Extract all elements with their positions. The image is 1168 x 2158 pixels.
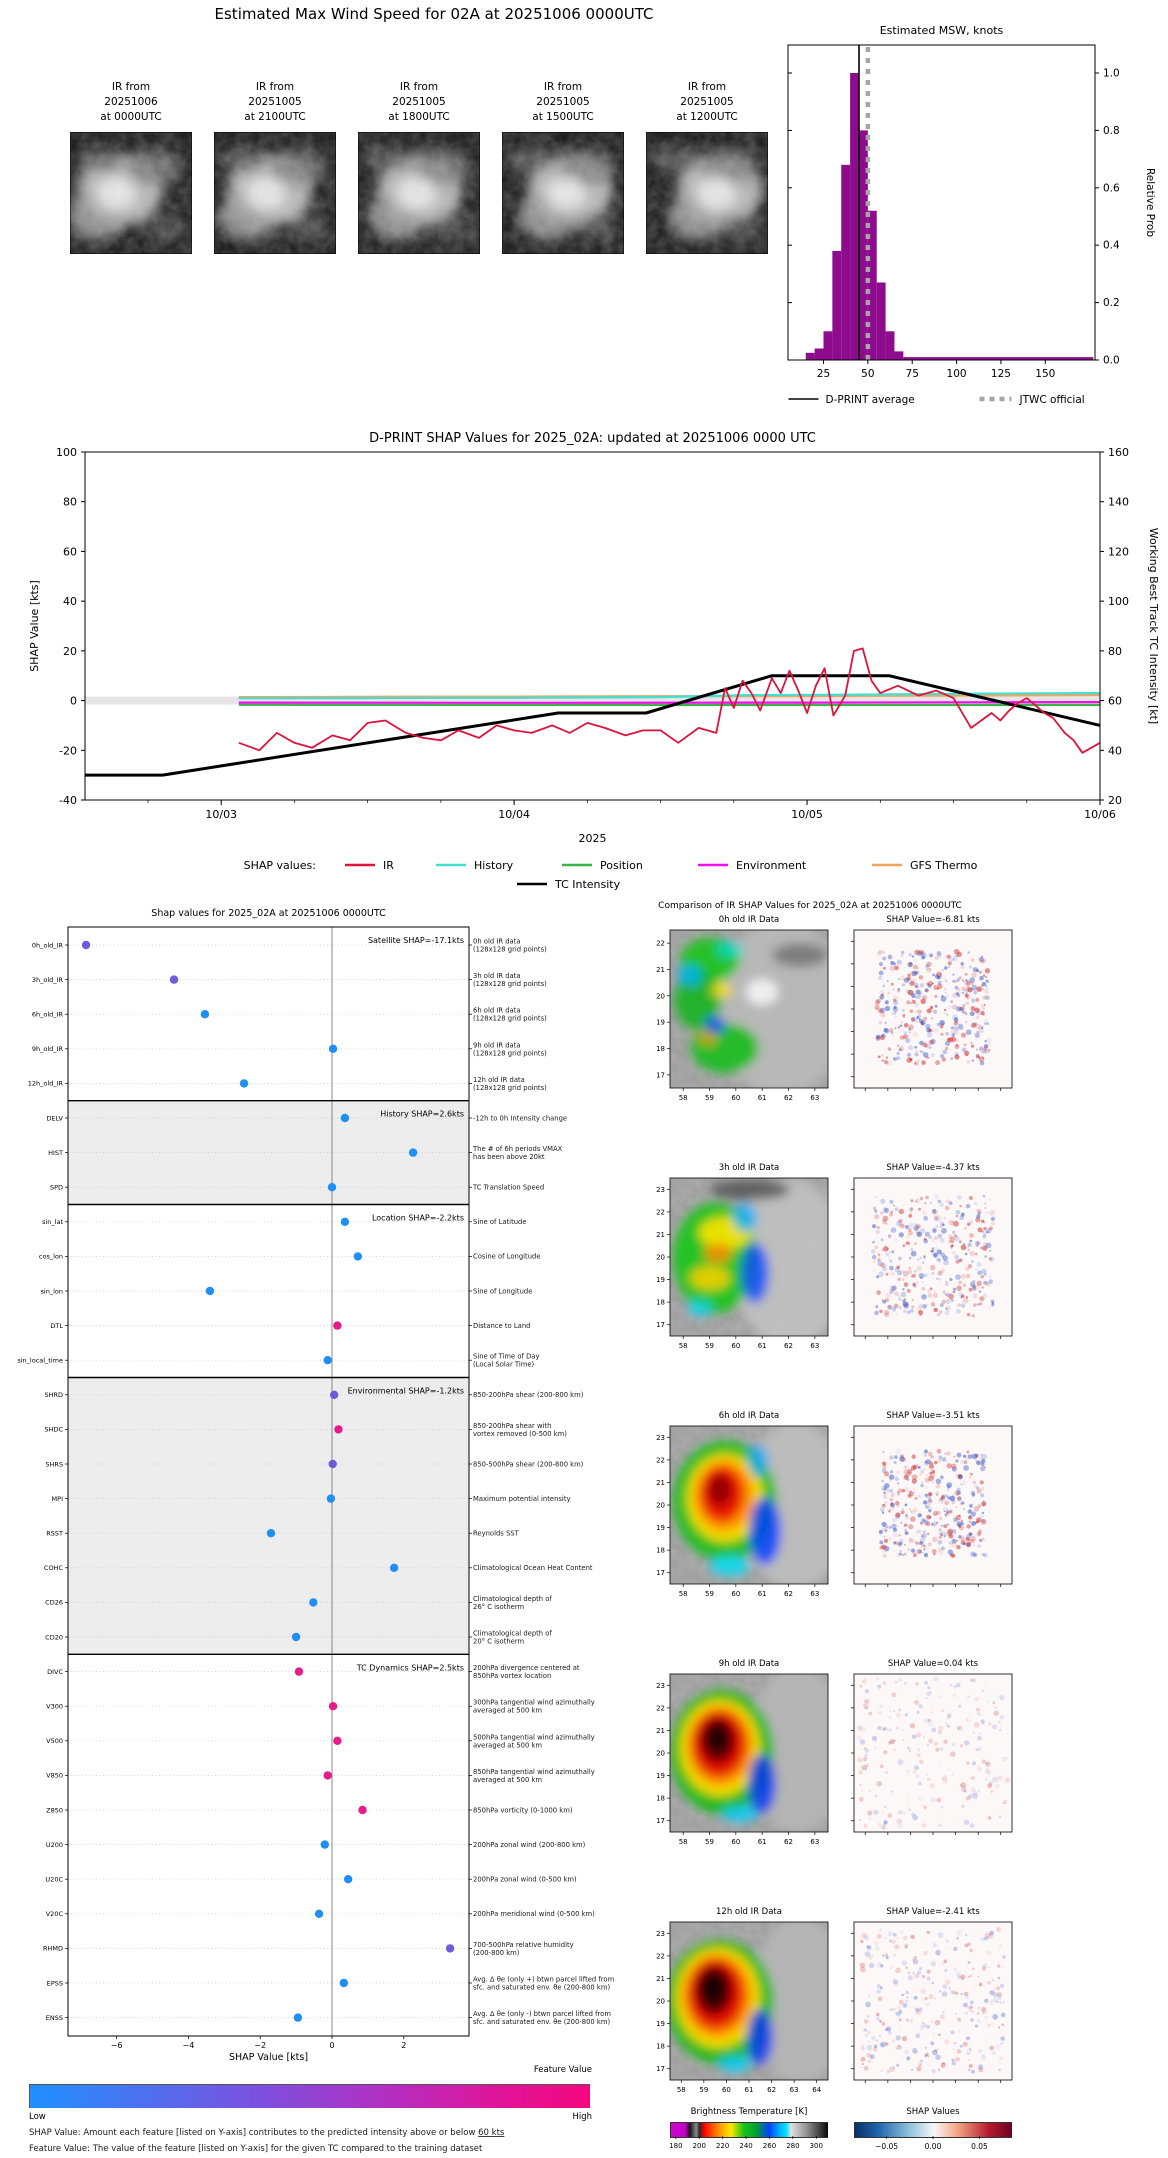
tick-label: 22 (656, 1952, 665, 1961)
feature-colorbar-title: Feature Value (533, 2065, 592, 2075)
ir-thumbnail-label: IR from 20251005 at 1500UTC (532, 81, 594, 123)
tick-label: 63 (810, 1342, 820, 1350)
tick-label: 1.0 (1103, 67, 1120, 80)
tick-label: 0.00 (924, 2142, 942, 2151)
feature-description: 12h old IR data (473, 1075, 525, 1084)
tick-label: 20 (656, 1749, 665, 1758)
feature-description: (128x128 grid points) (473, 1014, 547, 1023)
feature-description: (200-800 km) (473, 1948, 520, 1957)
feature-description: Avg. Δ θe (only -) btwn parcel lifted from (473, 2010, 611, 2019)
feature-description: vortex removed (0-500 km) (473, 1429, 567, 1438)
tick-label: 62 (767, 2086, 777, 2094)
tick-label: 200 (692, 2142, 706, 2150)
feature-description: (128x128 grid points) (473, 1083, 547, 1092)
feature-description: Climatological depth of (473, 1594, 552, 1603)
timeseries-ylabel-right: Working Best Track TC Intensity [kt] (1147, 527, 1160, 725)
feature-label: CD20 (45, 1633, 63, 1642)
shap-map-title: SHAP Value=0.04 kts (887, 1659, 979, 1669)
tick-label: 80 (1108, 644, 1122, 658)
ir-data-map (670, 1422, 849, 1590)
tick-label: 140 (1108, 495, 1129, 509)
tick-label: 19 (656, 1524, 665, 1533)
tick-label: 18 (656, 1546, 665, 1555)
feature-label: MPI (51, 1494, 63, 1503)
tick-label: 22 (656, 939, 665, 948)
shap-map-title: SHAP Value=-4.37 kts (886, 1163, 980, 1173)
tick-label: 10/06 (1084, 808, 1116, 821)
shap-colorbar-title: SHAP Values (906, 2107, 960, 2117)
tick-label: 260 (762, 2142, 777, 2150)
ir-data-map (670, 1665, 848, 1833)
ir-thumbnail-label: IR from 20251005 at 1800UTC (388, 81, 450, 123)
feature-description: averaged at 500 km (473, 1741, 542, 1750)
feature-label: DIVC (47, 1667, 63, 1676)
tick-label: 100 (56, 446, 77, 459)
feature-description: (128x128 grid points) (473, 945, 547, 954)
feature-description: Sine of Longitude (473, 1287, 533, 1296)
feature-description: averaged at 500 km (473, 1775, 542, 1784)
feature-label: V850 (46, 1771, 63, 1780)
ir-map-title: 0h old IR Data (718, 915, 780, 925)
tick-label: 22 (656, 1456, 665, 1465)
tick-label: 20 (656, 1253, 665, 1262)
tick-label: 63 (810, 1838, 820, 1846)
tick-label: 19 (656, 1018, 665, 1027)
bt-colorbar-title: Brightness Temperature [K] (690, 2107, 808, 2117)
legend-environment: Environment (736, 859, 807, 872)
feature-description: Avg. Δ θe (only +) btwn parcel lifted from (473, 1975, 615, 1984)
tick-label: 60 (721, 2086, 731, 2094)
tick-label: −6 (110, 2041, 123, 2050)
tick-label: 18 (656, 1794, 665, 1803)
ir-data-map (670, 920, 848, 1096)
feature-label: ENSS (45, 2013, 63, 2022)
tick-label: 80 (63, 495, 77, 509)
tick-label: 23 (656, 1681, 665, 1690)
tick-label: 60 (63, 545, 77, 559)
section-shap-annotation: Environmental SHAP=-1.2kts (347, 1386, 464, 1396)
legend-dprint-average: D-PRINT average (825, 394, 915, 406)
feature-description: Climatological depth of (473, 1629, 552, 1638)
tick-label: 64 (812, 2086, 822, 2094)
feature-description: 20° C isotherm (473, 1637, 525, 1646)
tick-label: 63 (810, 1590, 820, 1598)
tick-label: 18 (656, 1298, 665, 1307)
tick-label: 240 (739, 2142, 753, 2150)
legend-jtwc-official: JTWC official (1019, 394, 1085, 406)
tick-label: 18 (656, 2042, 665, 2051)
tick-label: 22 (656, 1704, 665, 1713)
feature-label: SHRD (44, 1391, 63, 1400)
tick-label: 0 (329, 2041, 335, 2050)
feature-description: 200hPa meridional wind (0-500 km) (473, 1910, 595, 1919)
feature-label: RHMD (42, 1944, 63, 1953)
feature-description: 200hPa zonal wind (0-500 km) (473, 1875, 577, 1884)
tick-label: 125 (990, 368, 1011, 380)
feature-label: sin_lon (40, 1287, 63, 1296)
tick-label: 60 (731, 1094, 741, 1102)
feature-description: 850hPa vortex location (473, 1672, 552, 1681)
feature-label: SHRS (45, 1460, 63, 1469)
feature-description: 850-500hPa shear (200-800 km) (473, 1460, 584, 1469)
tick-label: 22 (656, 1208, 665, 1217)
tick-label: 160 (1108, 446, 1129, 459)
tick-label: 20 (656, 992, 665, 1001)
tick-label: −2 (254, 2041, 267, 2050)
comparison-heading: Comparison of IR SHAP Values for 2025_02A at 20251006 0000UTC (658, 901, 962, 911)
tick-label: 40 (63, 595, 77, 609)
tick-label: 300 (809, 2142, 823, 2150)
feature-label: V500 (46, 1737, 63, 1746)
feature-description: -12h to 0h Intensity change (473, 1114, 568, 1123)
shap-map-title: SHAP Value=-3.51 kts (886, 1411, 980, 1421)
feature-description: (Local Solar Time) (473, 1360, 535, 1369)
tick-label: 20 (656, 1501, 665, 1510)
tick-label: 59 (705, 1838, 714, 1846)
section-shap-annotation: TC Dynamics SHAP=2.5kts (356, 1663, 464, 1673)
tick-label: 0.0 (1103, 354, 1120, 367)
ir-map-title: 9h old IR Data (718, 1659, 780, 1669)
feature-label: 9h_old_IR (31, 1045, 63, 1054)
feature-description: 850-200hPa shear with (473, 1421, 552, 1430)
tick-label: 21 (656, 1230, 665, 1239)
tick-label: 21 (656, 1478, 665, 1487)
shap-value-map (854, 1178, 1012, 1336)
tick-label: 100 (1108, 595, 1129, 609)
feature-label: RSST (46, 1529, 63, 1538)
feature-description: Sine of Time of Day (473, 1352, 540, 1361)
legend-title: SHAP values: (243, 859, 316, 872)
feature-description: Maximum potential intensity (473, 1494, 571, 1503)
page-title: Estimated Max Wind Speed for 02A at 20251006 0000UTC (214, 5, 654, 23)
tick-label: 17 (656, 1071, 665, 1080)
ir-thumbnail-label: IR from 20251006 at 0000UTC (100, 81, 162, 123)
shap-value-map (854, 930, 1012, 1088)
feature-description: 200hPa divergence centered at (473, 1664, 580, 1673)
feature-description: 850hPa tangential wind azimuthally (473, 1767, 595, 1776)
tick-label: 75 (905, 368, 919, 380)
tick-label: 58 (678, 1094, 688, 1102)
feature-label: COHC (43, 1564, 63, 1573)
feature-label: SPD (49, 1183, 63, 1192)
shap-value-map (854, 1674, 1012, 1832)
feature-label: SHDC (44, 1425, 63, 1434)
histogram-ylabel: Relative Prob (1144, 167, 1156, 238)
section-shap-annotation: Satellite SHAP=-17.1kts (367, 936, 464, 945)
tick-label: 19 (656, 1772, 665, 1781)
feature-description: 850-200hPa shear (200-800 km) (473, 1391, 584, 1400)
tick-label: 60 (1108, 694, 1122, 708)
tick-label: -40 (59, 794, 77, 807)
feature-label: 6h_old_IR (31, 1010, 63, 1019)
tick-label: 19 (656, 1276, 665, 1285)
tick-label: −0.05 (875, 2142, 899, 2151)
feature-description: 700-500hPa relative humidity (473, 1940, 574, 1949)
footnote-shap-value: SHAP Value: Amount each feature [listed on Y-axis] contributes to the predicted intensity above or below 60 kts (29, 2128, 505, 2138)
tick-label: 63 (810, 1094, 820, 1102)
tick-label: 20 (1108, 794, 1122, 807)
tick-label: 120 (1108, 545, 1129, 559)
tick-label: 0.05 (971, 2142, 988, 2151)
tick-label: 17 (656, 2065, 665, 2074)
shap-map-title: SHAP Value=-6.81 kts (886, 915, 980, 925)
feature-description: 500hPa tangential wind azimuthally (473, 1733, 595, 1742)
shap-colorbar (854, 2122, 1012, 2138)
feature-description: Distance to Land (473, 1321, 531, 1330)
feature-label: sin_lat (42, 1218, 63, 1227)
tick-label: 58 (678, 1342, 688, 1350)
feature-description: sfc. and saturated env. θe (200-800 km) (473, 2018, 611, 2027)
shap-value-map (854, 1922, 1012, 2080)
feature-description: 200hPa zonal wind (200-800 km) (473, 1840, 586, 1849)
dotplot-xlabel: SHAP Value [kts] (228, 2052, 309, 2063)
feature-description: TC Translation Speed (473, 1183, 545, 1192)
feature-description: Climatological Ocean Heat Content (473, 1564, 593, 1573)
tick-label: 59 (699, 2086, 709, 2094)
feature-label: V300 (46, 1702, 63, 1711)
tick-label: 0.8 (1103, 124, 1120, 137)
tick-label: 25 (816, 368, 831, 380)
tick-label: 2 (401, 2041, 407, 2050)
tick-label: 61 (744, 2086, 754, 2094)
ir-map-title: 6h old IR Data (718, 1411, 780, 1421)
feature-description: The # of 6h periods VMAX (473, 1145, 563, 1154)
feature-label: CD26 (45, 1598, 63, 1607)
tick-label: 60 (731, 1590, 741, 1598)
feature-description: (128x128 grid points) (473, 1049, 547, 1058)
tick-label: 0.4 (1103, 239, 1120, 252)
ir-data-map (670, 1178, 848, 1347)
feature-label: EPSS (46, 1979, 63, 1988)
tick-label: 62 (784, 1342, 793, 1350)
feature-description: Reynolds SST (473, 1529, 519, 1538)
tick-label: 59 (705, 1342, 714, 1350)
tick-label: 21 (656, 1974, 665, 1983)
feature-description: has been above 20kt (473, 1153, 545, 1162)
feature-label: DELV (46, 1114, 63, 1123)
tick-label: -20 (59, 744, 77, 758)
tick-label: 17 (656, 1569, 665, 1578)
feature-description: 26° C isotherm (473, 1602, 525, 1611)
tick-label: 21 (656, 966, 665, 974)
feature-description: 300hPa tangential wind azimuthally (473, 1698, 595, 1707)
tick-label: 19 (656, 2020, 665, 2029)
legend-history: History (474, 859, 514, 872)
feature-description: (128x128 grid points) (473, 980, 547, 989)
feature-label: sin_local_time (17, 1356, 63, 1365)
histogram-title: Estimated MSW, knots (879, 24, 1004, 37)
timeseries-title: D-PRINT SHAP Values for 2025_02A: updated at 20251006 0000 UTC (369, 431, 816, 446)
feature-description: 9h old IR data (473, 1041, 521, 1050)
feature-label: V20C (45, 1910, 63, 1919)
feature-label: 0h_old_IR (31, 941, 63, 950)
tick-label: 180 (669, 2142, 683, 2150)
feature-description: sfc. and saturated env. θe (200-800 km) (473, 1983, 611, 1992)
tick-label: 61 (757, 1590, 767, 1598)
tick-label: 10/05 (791, 808, 823, 821)
tick-label: 61 (757, 1838, 767, 1846)
feature-description: 850hPa vorticity (0-1000 km) (473, 1806, 573, 1815)
timeseries-xlabel: 2025 (578, 832, 607, 845)
feature-label: U200 (45, 1840, 63, 1849)
tick-label: 40 (1108, 744, 1122, 758)
tick-label: 280 (786, 2142, 800, 2150)
legend-tc-intensity: TC Intensity (555, 878, 621, 891)
tick-label: −4 (182, 2041, 195, 2050)
tick-label: 61 (757, 1094, 767, 1102)
tick-label: 10/04 (498, 808, 530, 821)
tick-label: 0 (70, 694, 77, 708)
feature-label: 3h_old_IR (31, 975, 63, 984)
section-shap-annotation: Location SHAP=-2.2kts (371, 1213, 464, 1223)
tick-label: 10/03 (205, 808, 238, 821)
feature-description: 6h old IR data (473, 1006, 521, 1015)
feature-colorbar-low: Low (29, 2112, 46, 2122)
tick-label: 21 (656, 1726, 665, 1735)
feature-label: DTL (50, 1321, 63, 1330)
tick-label: 18 (656, 1045, 665, 1053)
tick-label: 100 (946, 368, 967, 380)
tick-label: 23 (656, 1185, 665, 1194)
tick-label: 59 (705, 1094, 714, 1102)
feature-label: Z850 (46, 1806, 63, 1815)
legend-ir: IR (383, 859, 394, 872)
shap-value-map (854, 1426, 1012, 1584)
feature-label: HIST (48, 1148, 63, 1157)
tick-label: 20 (656, 1997, 665, 2006)
ir-data-map (666, 1916, 848, 2084)
ir-thumbnail-label: IR from 20251005 at 1200UTC (676, 81, 738, 123)
feature-description: 3h old IR data (473, 972, 521, 981)
tick-label: 0.2 (1103, 297, 1120, 310)
feature-label: cos_lon (38, 1252, 63, 1261)
legend-position: Position (600, 859, 643, 872)
tick-label: 60 (731, 1838, 741, 1846)
tick-label: 50 (861, 368, 875, 380)
tick-label: 61 (757, 1342, 767, 1350)
feature-colorbar-high: High (572, 2112, 592, 2122)
ir-thumbnail-label: IR from 20251005 at 2100UTC (244, 81, 306, 123)
feature-description: Sine of Latitude (473, 1218, 527, 1227)
tick-label: 23 (656, 1433, 665, 1442)
dotplot-title: Shap values for 2025_02A at 20251006 0000UTC (151, 908, 386, 919)
tick-label: 0.6 (1103, 182, 1120, 195)
feature-label: U20C (45, 1875, 63, 1884)
tick-label: 17 (656, 1817, 665, 1826)
tick-label: 220 (715, 2142, 730, 2150)
tick-label: 20 (63, 644, 77, 658)
section-shap-annotation: History SHAP=2.6kts (380, 1109, 464, 1119)
ir-map-title: 3h old IR Data (718, 1163, 780, 1173)
tick-label: 63 (789, 2086, 799, 2094)
legend-gfs-thermo: GFS Thermo (910, 859, 978, 872)
feature-description: 0h old IR data (473, 937, 521, 946)
feature-label: 12h_old_IR (27, 1079, 63, 1088)
tick-label: 23 (656, 1929, 665, 1938)
timeseries-ylabel-left: SHAP Value [kts] (28, 580, 41, 672)
feature-description: averaged at 500 km (473, 1706, 542, 1715)
tick-label: 60 (731, 1342, 741, 1350)
tick-label: 62 (784, 1094, 793, 1102)
ir-map-title: 12h old IR Data (716, 1907, 782, 1917)
tick-label: 58 (678, 1590, 688, 1598)
feature-description: Cosine of Longitude (473, 1252, 541, 1261)
tick-label: 58 (676, 2086, 686, 2094)
tick-label: 59 (705, 1590, 714, 1598)
footnote-feature-value: Feature Value: The value of the feature [listed on Y-axis] for the given TC compared to the training dataset (29, 2144, 483, 2154)
shap-map-title: SHAP Value=-2.41 kts (886, 1907, 980, 1917)
tick-label: 62 (784, 1590, 793, 1598)
tick-label: 62 (784, 1838, 793, 1846)
tick-label: 17 (656, 1321, 665, 1330)
bt-colorbar (670, 2122, 828, 2138)
tick-label: 150 (1035, 368, 1056, 380)
tick-label: 58 (678, 1838, 688, 1846)
